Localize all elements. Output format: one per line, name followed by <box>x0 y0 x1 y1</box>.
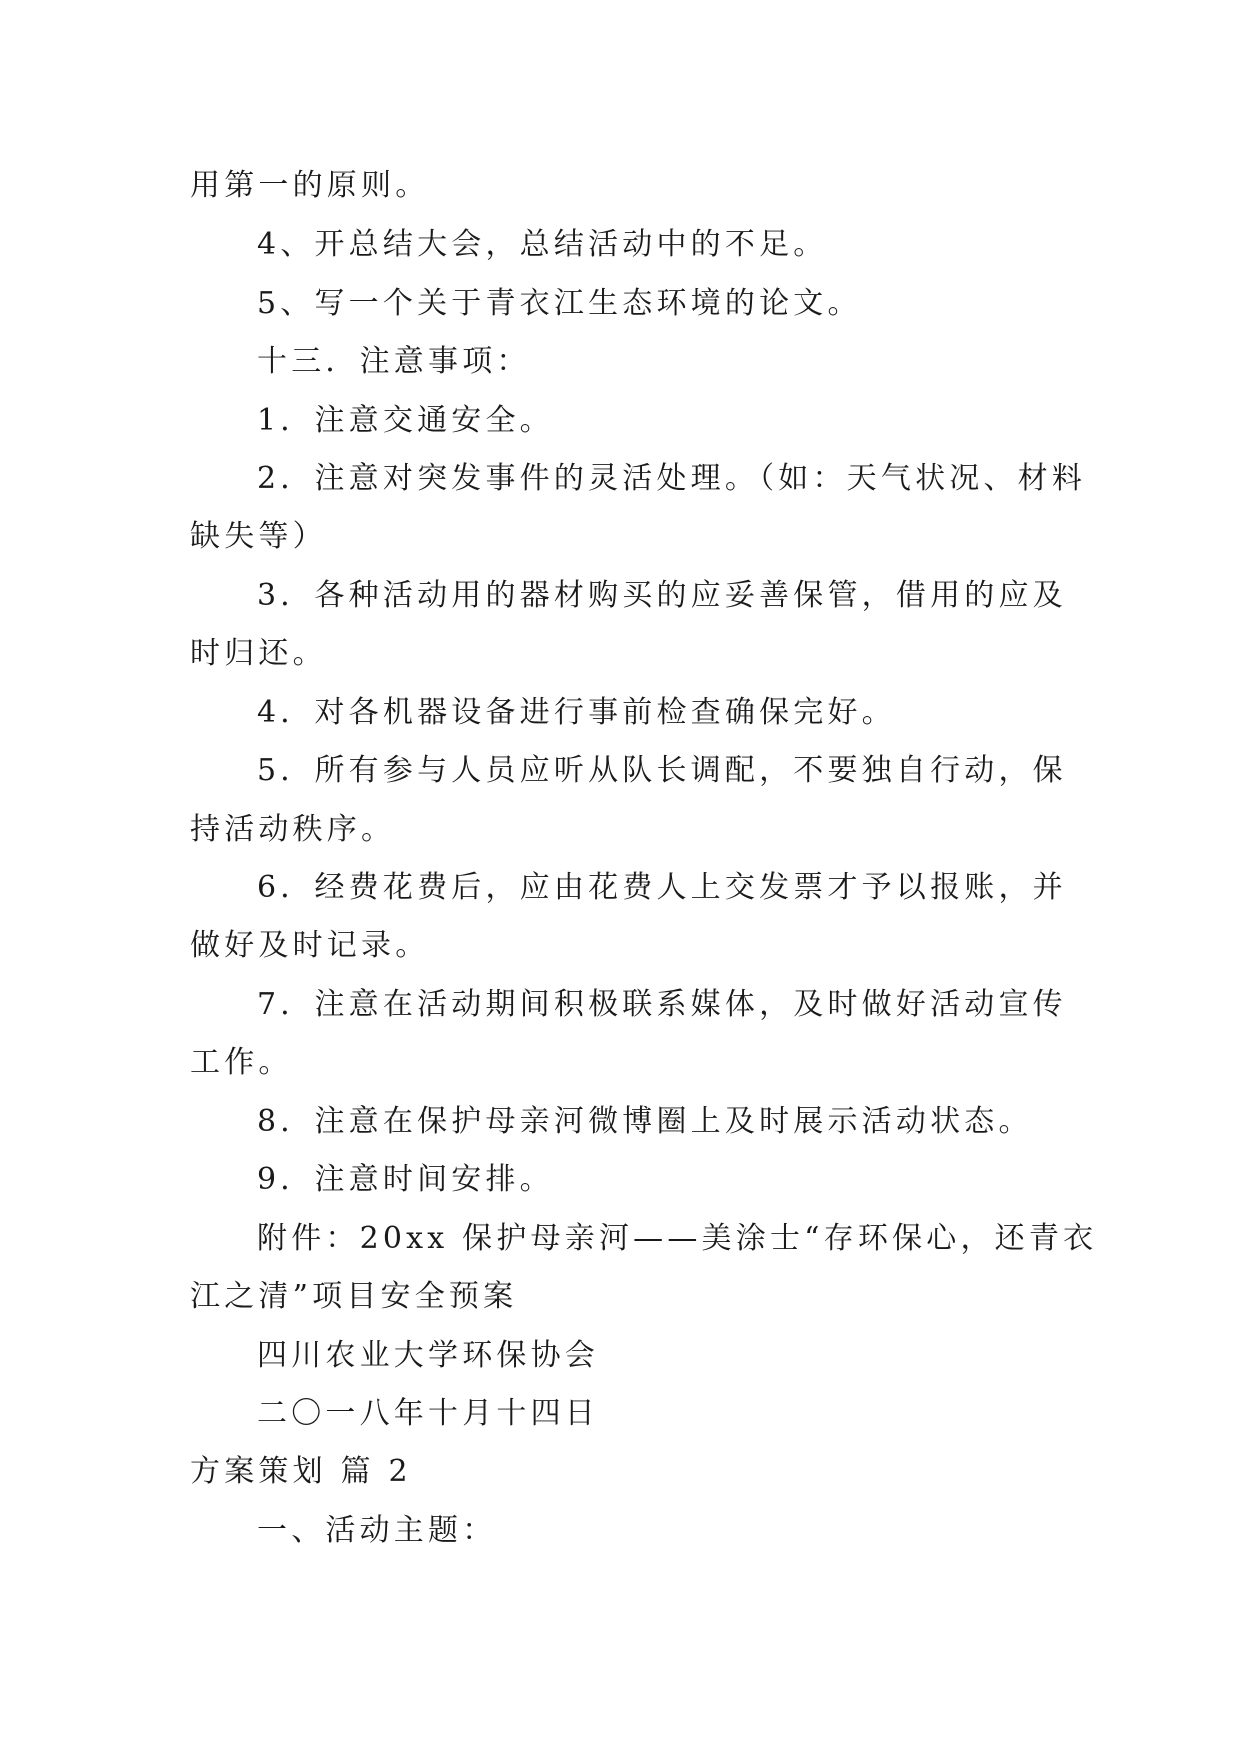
text-line: 1．注意交通安全。 <box>257 403 554 438</box>
text-line: 8．注意在保护母亲河微博圈上及时展示活动状态。 <box>257 1104 1033 1139</box>
text-line: 7．注意在活动期间积极联系媒体，及时做好活动宣传 <box>257 987 1067 1022</box>
text-line: 5、写一个关于青衣江生态环境的论文。 <box>257 286 862 321</box>
text-line: 做好及时记录。 <box>190 928 430 963</box>
organization-name: 四川农业大学环保协会 <box>257 1338 599 1373</box>
document-date: 二〇一八年十月十四日 <box>257 1396 599 1431</box>
text-line: 2．注意对突发事件的灵活处理。（如：天气状况、材料 <box>257 461 1087 496</box>
text-line: 时归还。 <box>190 636 327 671</box>
text-line: 4．对各机器设备进行事前检查确保完好。 <box>257 695 896 730</box>
section-heading: 十三．注意事项： <box>257 344 531 379</box>
section-title: 方案策划 篇 2 <box>190 1454 412 1489</box>
section-heading: 一、活动主题： <box>257 1513 497 1548</box>
text-line: 附件：20xx 保护母亲河——美涂士“存环保心，还青衣 <box>257 1221 1098 1256</box>
text-line: 6．经费花费后，应由花费人上交发票才予以报账，并 <box>257 870 1067 905</box>
text-line: 缺失等） <box>190 519 327 554</box>
text-line: 5．所有参与人员应听从队长调配，不要独自行动，保 <box>257 753 1067 788</box>
text-line: 4、开总结大会，总结活动中的不足。 <box>257 227 828 262</box>
text-line: 用第一的原则。 <box>190 168 430 203</box>
text-line: 9．注意时间安排。 <box>257 1162 554 1197</box>
text-line: 江之清”项目安全预案 <box>190 1279 518 1314</box>
text-line: 工作。 <box>190 1045 293 1080</box>
text-line: 3．各种活动用的器材购买的应妥善保管，借用的应及 <box>257 578 1067 613</box>
text-line: 持活动秩序。 <box>190 812 396 847</box>
